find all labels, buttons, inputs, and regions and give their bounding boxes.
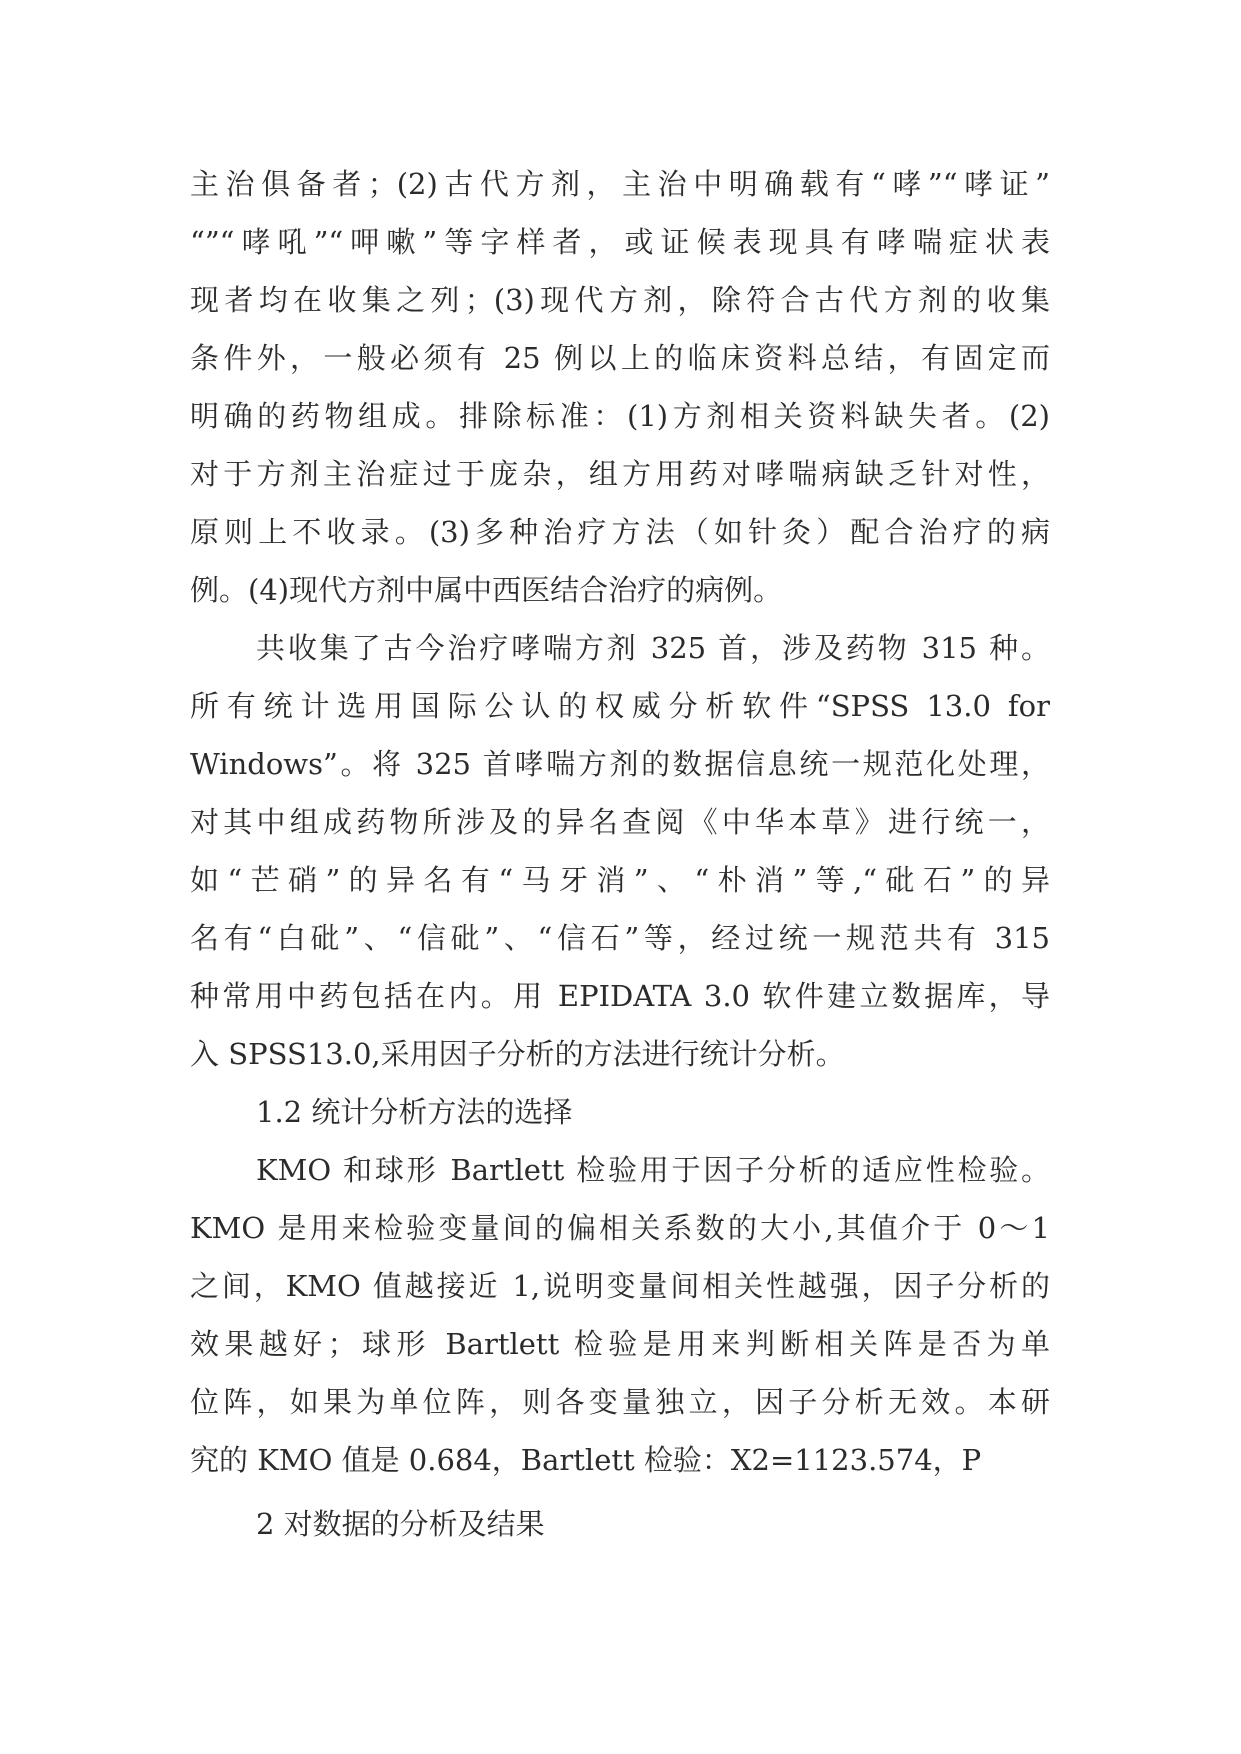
text-line: 例。(4)现代方剂中属中西医结合治疗的病例。: [190, 573, 783, 607]
text-line: 如“芒硝”的异名有“马牙消”、“朴消”等,“砒石”的异: [190, 863, 1050, 897]
text-line: 条件外，一般必须有 25 例以上的临床资料总结，有固定而: [190, 341, 1050, 375]
section-heading: 2 对数据的分析及结果: [256, 1507, 545, 1541]
text-line: 究的 KMO 值是 0.684，Bartlett 检验：X2=1123.574，P: [190, 1443, 982, 1477]
text-line: 对于方剂主治症过于庞杂，组方用药对哮喘病缺乏针对性，: [190, 457, 1050, 491]
text-line: 共收集了古今治疗哮喘方剂 325 首，涉及药物 315 种。: [256, 631, 1050, 665]
text-line: 明确的药物组成。排除标准：(1)方剂相关资料缺失者。(2): [190, 399, 1050, 433]
text-line: 原则上不收录。(3)多种治疗方法（如针灸）配合治疗的病: [190, 515, 1050, 549]
text-line: 效果越好；球形 Bartlett 检验是用来判断相关阵是否为单: [190, 1327, 1050, 1361]
text-line: 种常用中药包括在内。用 EPIDATA 3.0 软件建立数据库，导: [190, 979, 1050, 1013]
document-body: [190, 155, 1050, 1553]
text-line: Windows”。将 325 首哮喘方剂的数据信息统一规范化处理，: [190, 747, 1050, 781]
text-line: 位阵，如果为单位阵，则各变量独立，因子分析无效。本研: [190, 1385, 1050, 1419]
text-line: 入 SPSS13.0,采用因子分析的方法进行统计分析。: [190, 1037, 845, 1071]
text-line: 现者均在收集之列；(3)现代方剂，除符合古代方剂的收集: [190, 283, 1050, 317]
text-line: KMO 和球形 Bartlett 检验用于因子分析的适应性检验。: [256, 1153, 1050, 1187]
text-line: 所有统计选用国际公认的权威分析软件“SPSS 13.0 for: [190, 689, 1050, 723]
text-line: 对其中组成药物所涉及的异名查阅《中华本草》进行统一，: [190, 805, 1050, 839]
text-line: KMO 是用来检验变量间的偏相关系数的大小,其值介于 0～1: [190, 1211, 1050, 1245]
text-line: 名有“白砒”、“信砒”、“信石”等，经过统一规范共有 315: [190, 921, 1050, 955]
text-line: 之间，KMO 值越接近 1,说明变量间相关性越强，因子分析的: [190, 1269, 1050, 1303]
section-heading: 1.2 统计分析方法的选择: [256, 1095, 573, 1129]
text-line: 主治俱备者；(2)古代方剂，主治中明确载有“哮”“哮证”: [190, 167, 1050, 201]
text-line: “”“哮吼”“呷嗽”等字样者，或证候表现具有哮喘症状表: [190, 225, 1050, 259]
